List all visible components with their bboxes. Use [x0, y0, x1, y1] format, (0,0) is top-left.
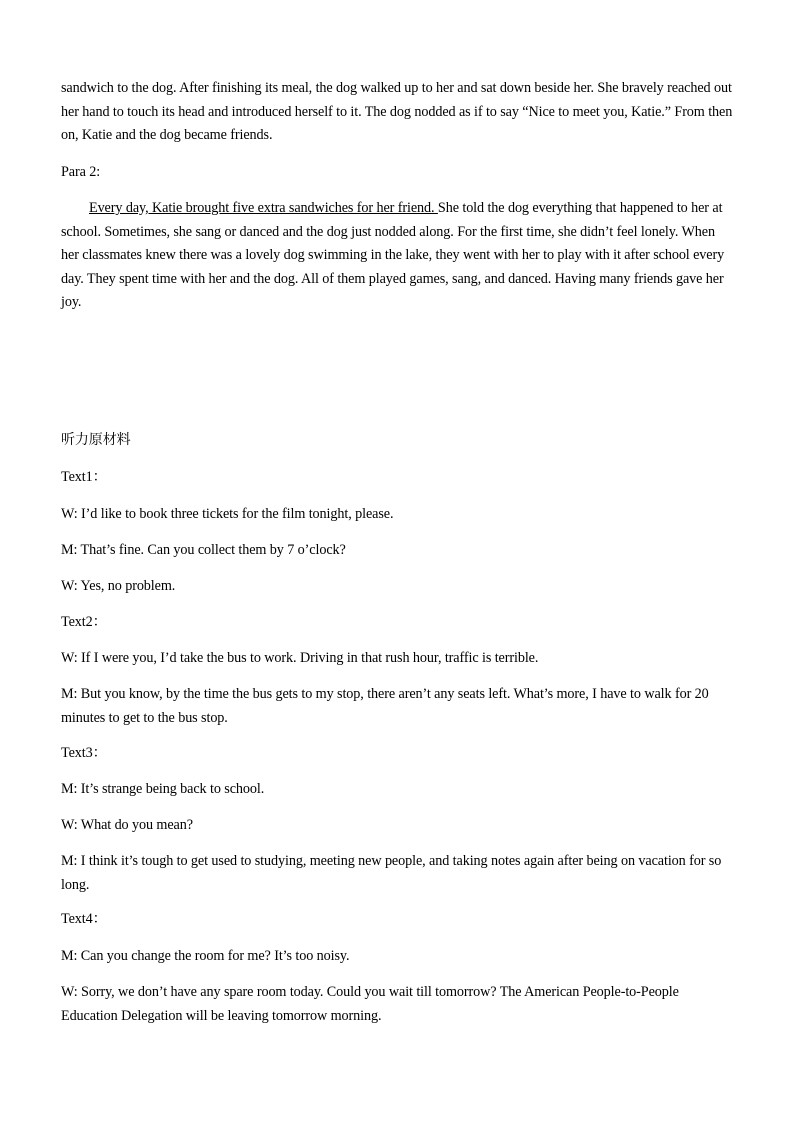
- paragraph-2-rest: She told the dog everything that happened to her at school. Sometimes, she sang or danced and the dog just nodded along. For the first time, she didn’t feel lonely. When her classmates knew there was a lovely dog swimming in the lake, they went with her to play with it after school every day. They spent time with her and the dog. All of them played games, sang, and danced. Having many friends gave her joy.: [61, 200, 725, 310]
- story-paragraph-1: sandwich to the dog. After finishing its meal, the dog walked up to her and sat down beside her. She bravely reached out her hand to touch its head and introduced herself to it. The dog nodded as if to say “Nice to meet you, Katie.” From then on, Katie and the dog became friends.: [61, 80, 733, 143]
- para-2-label: Para 2:: [61, 164, 101, 180]
- text4-label: Text4：: [61, 911, 107, 927]
- underlined-sentence: Every day, Katie brought five extra sandwiches for her friend.: [89, 200, 438, 216]
- text2-label: Text2：: [61, 614, 107, 630]
- text1-line-1: W: I’d like to book three tickets for the film tonight, please.: [61, 506, 394, 522]
- text3-line-3: M: I think it’s tough to get used to studying, meeting new people, and taking notes again after being on vacation for so long.: [61, 853, 722, 893]
- story-paragraph-2: [61, 197, 733, 315]
- text3-label: Text3：: [61, 745, 107, 761]
- text1-line-3: W: Yes, no problem.: [61, 578, 176, 594]
- text1-line-2: M: That’s fine. Can you collect them by 7 o’clock?: [61, 542, 346, 558]
- text2-line-2: M: But you know, by the time the bus gets to my stop, there aren’t any seats left. What’s more, I have to walk for 20 minutes to get to the bus stop.: [61, 686, 709, 726]
- listening-title: 听力原材料: [61, 432, 131, 448]
- text4-line-1: M: Can you change the room for me? It’s too noisy.: [61, 948, 350, 964]
- text2-line-1: W: If I were you, I’d take the bus to work. Driving in that rush hour, traffic is terrible.: [61, 650, 539, 666]
- text4-line-2: W: Sorry, we don’t have any spare room today. Could you wait till tomorrow? The American People-to-People Education Delegation will be leaving tomorrow morning.: [61, 984, 679, 1024]
- text3-line-2: W: What do you mean?: [61, 817, 193, 833]
- text3-line-1: M: It’s strange being back to school.: [61, 781, 265, 797]
- text1-label: Text1：: [61, 469, 107, 485]
